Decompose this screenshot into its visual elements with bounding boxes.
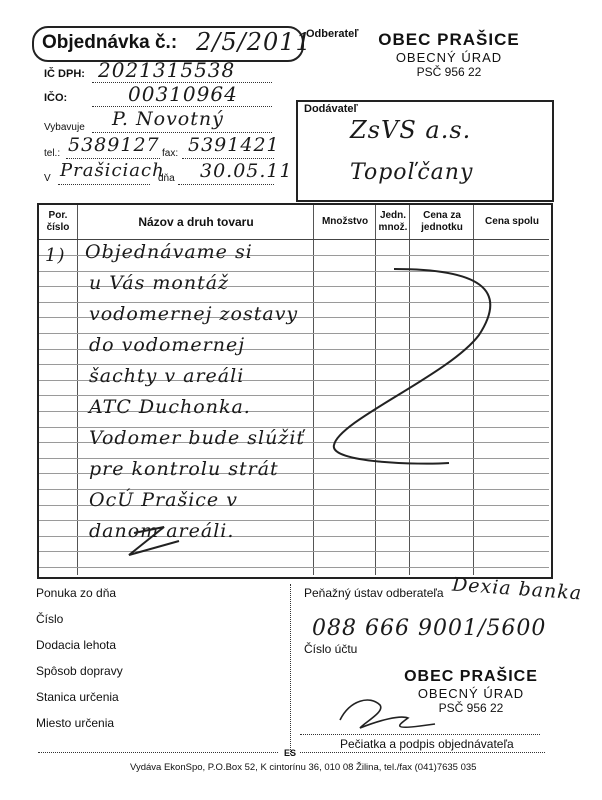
item-line: pre kontrolu strát [89, 458, 279, 480]
number-label: Číslo [36, 612, 64, 626]
header-num: Por. číslo [46, 210, 70, 233]
item-line: Objednávame si [85, 241, 253, 263]
account-label: Číslo účtu [304, 642, 358, 656]
signature-label: Pečiatka a podpis objednávateľa [340, 737, 514, 751]
date-value: 30.05.11 [200, 160, 293, 182]
signature-line [300, 734, 540, 735]
footer-line [38, 752, 278, 753]
vybavuje-line [92, 132, 272, 133]
tel-line [66, 158, 160, 159]
item-line: do vodomernej [89, 334, 246, 356]
ico-value: 00310964 [128, 82, 238, 106]
item-number: 1) [45, 245, 66, 266]
strike-mark [39, 205, 549, 575]
stamp-name: OBEC PRAŠICE [404, 668, 538, 685]
item-line: OcÚ Prašice v [89, 489, 238, 511]
orderer-label: Odberateľ [306, 28, 359, 40]
item-line: šachty v areáli [89, 365, 245, 387]
footer-text: Vydáva EkonSpo, P.O.Box 52, K cintorínu 36, 010 08 Žilina, tel./fax (041)7635 035 [130, 762, 477, 773]
fax-line [182, 158, 274, 159]
vybavuje-label: Vybavuje [44, 122, 85, 133]
dna-label: dňa [158, 173, 175, 184]
supplier-name: ZsVS a.s. [350, 116, 472, 144]
vybavuje-value: P. Novotný [112, 108, 224, 130]
bottom-divider [290, 584, 291, 754]
tel-value: 5389127 [68, 134, 160, 156]
bank-label: Peňažný ústav odberateľa [304, 586, 444, 600]
account-value: 088 666 9001/5600 [312, 616, 547, 641]
header-unit: Jedn. množ. [378, 210, 408, 233]
ic-dph-label: IČ DPH: [44, 68, 85, 80]
item-line: vodomernej zostavy [89, 303, 299, 325]
header-name: Názov a druh tovaru [138, 215, 254, 229]
fax-label: fax: [162, 148, 179, 159]
date-line [178, 184, 274, 185]
place-value: Prašiciach [60, 160, 165, 181]
orderer-office: OBECNÝ ÚRAD [395, 50, 503, 65]
signature [330, 690, 440, 740]
header-qty: Množstvo [321, 216, 369, 227]
stamp-psc: PSČ 956 22 [438, 701, 504, 715]
bank-value: Dexia banka [451, 573, 583, 605]
publisher-logo: ES [284, 748, 297, 758]
place-line [58, 184, 150, 185]
order-title: Objednávka č.: [42, 32, 178, 53]
destination-label: Miesto určenia [36, 716, 115, 730]
v-label: V [44, 173, 51, 184]
ic-dph-value: 2021315538 [98, 58, 236, 82]
supplier-city: Topoľčany [350, 160, 474, 185]
delivery-term-label: Dodacia lehota [36, 638, 117, 652]
item-line: u Vás montáž [89, 272, 230, 294]
transport-label: Spôsob dopravy [36, 664, 123, 678]
header-price: Cena za jednotku [421, 210, 463, 233]
item-line: ATC Duchonka. [89, 396, 251, 418]
item-line: Vodomer bude slúžiť [89, 427, 306, 449]
ico-label: IČO: [44, 92, 68, 104]
tel-label: tel.: [44, 148, 61, 159]
item-line: danom areáli. [89, 520, 235, 542]
header-total: Cena spolu [485, 216, 539, 227]
supplier-label: Dodávateľ [304, 103, 358, 115]
offer-date-label: Ponuka zo dňa [36, 586, 117, 600]
orderer-stamp [368, 30, 530, 79]
items-table [37, 203, 553, 579]
stamp-office: OBECNÝ ÚRAD [417, 686, 525, 701]
station-label: Stanica určenia [36, 690, 119, 704]
orderer-name: OBEC PRAŠICE [378, 30, 520, 49]
orderer-psc: PSČ 956 22 [416, 65, 482, 79]
order-number: 2/5/2011 [196, 28, 312, 56]
ico-line [92, 106, 272, 107]
fax-value: 5391421 [188, 134, 280, 156]
footer-line [300, 752, 545, 753]
